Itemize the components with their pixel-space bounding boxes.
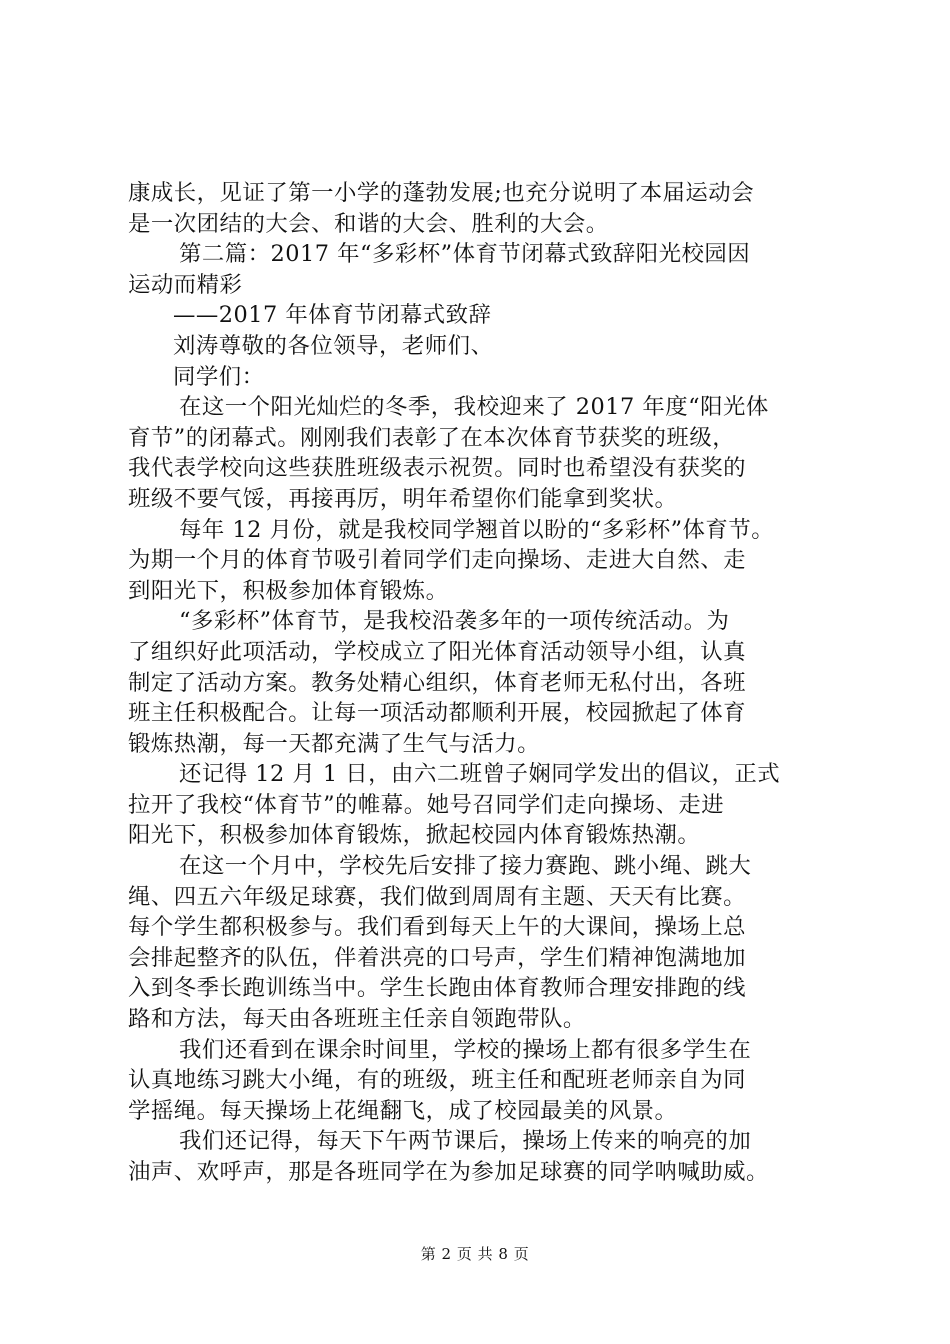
text-line: 育节”的闭幕式。刚刚我们表彰了在本次体育节获奖的班级， [128,424,736,451]
text-line: 制定了活动方案。教务处精心组织，体育老师无私付出，各班 [128,669,747,696]
salutation: 同学们： [173,363,265,390]
text-line: 康成长，见证了第一小学的蓬勃发展;也充分说明了本届运动会 [128,180,755,206]
text-line: 锻炼热潮，每一天都充满了生气与活力。 [128,730,541,757]
text-line: 学摇绳。每天操场上花绳翻飞，成了校园最美的风景。 [128,1097,678,1124]
text-line: 每个学生都积极参与。我们看到每天上午的大课间，操场上总 [128,914,747,941]
text-line: 我们还记得，每天下午两节课后，操场上传来的响亮的加 [179,1128,752,1155]
body-text [128,178,833,1188]
subtitle: ——2017 年体育节闭幕式致辞 [173,302,492,329]
text-line: 每年 12 月份，就是我校同学翘首以盼的“多彩杯”体育节。 [179,516,775,543]
text-line: 油声、欢呼声，那是各班同学在为参加足球赛的同学呐喊助威。 [128,1159,769,1185]
text-line: 路和方法，每天由各班班主任亲自领跑带队。 [128,1006,586,1033]
text-line: 还记得 12 月 1 日，由六二班曾子娴同学发出的倡议，正式 [179,761,781,788]
salutation: 刘涛尊敬的各位领导，老师们、 [173,332,494,359]
text-line: 班主任积极配合。让每一项活动都顺利开展，校园掀起了体育 [128,700,747,727]
text-line: 为期一个月的体育节吸引着同学们走向操场、走进大自然、走 [128,547,747,574]
text-line: 会排起整齐的队伍，伴着洪亮的口号声，学生们精神饱满地加 [128,944,747,971]
text-line: 阳光下，积极参加体育锻炼，掀起校园内体育锻炼热潮。 [128,822,701,849]
text-line: 了组织好此项活动，学校成立了阳光体育活动领导小组，认真 [128,638,747,665]
text-line: 我代表学校向这些获胜班级表示祝贺。同时也希望没有获奖的 [128,455,747,482]
text-line: “多彩杯”体育节，是我校沿袭多年的一项传统活动。为 [179,608,730,635]
text-line: 认真地练习跳大小绳，有的班级，班主任和配班老师亲自为同 [128,1067,747,1094]
page-number: 第 2 页 共 8 页 [420,1245,530,1263]
section-heading: 第二篇：2017 年“多彩杯”体育节闭幕式致辞阳光校园因 [179,241,751,268]
text-line: 绳、四五六年级足球赛，我们做到周周有主题、天天有比赛。 [128,883,747,910]
text-line: 是一次团结的大会、和谐的大会、胜利的大会。 [128,210,609,237]
text-line: 入到冬季长跑训练当中。学生长跑由体育教师合理安排跑的线 [128,975,747,1002]
text-line: 在这一个月中，学校先后安排了接力赛跑、跳小绳、跳大 [179,853,752,880]
text-line: 班级不要气馁，再接再厉，明年希望你们能拿到奖状。 [128,485,678,512]
text-line: 拉开了我校“体育节”的帷幕。她号召同学们走向操场、走进 [128,791,725,818]
section-heading-cont: 运动而精彩 [128,271,243,298]
text-line: 到阳光下，积极参加体育锻炼。 [128,577,449,604]
text-line: 在这一个阳光灿烂的冬季，我校迎来了 2017 年度“阳光体 [179,394,769,421]
text-line: 我们还看到在课余时间里，学校的操场上都有很多学生在 [179,1036,752,1063]
